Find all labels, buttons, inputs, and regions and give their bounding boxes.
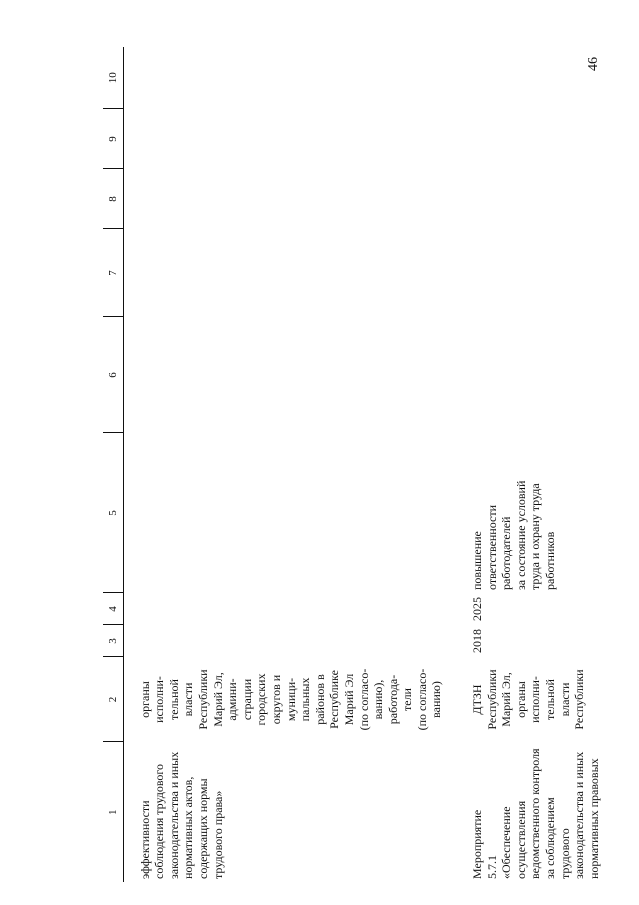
text-line: ванию) xyxy=(429,681,444,718)
measure-description-cell xyxy=(446,742,603,882)
text-line: (по согласо- xyxy=(414,668,429,731)
text-line: работодателей xyxy=(499,516,514,590)
page-number: 46 xyxy=(586,57,601,71)
text-line: округов и xyxy=(268,674,283,725)
executor-cell xyxy=(123,657,446,742)
text-line: соблюдения трудового xyxy=(152,763,167,879)
text-line: повышение xyxy=(470,531,485,590)
text-line: пальных xyxy=(298,677,313,722)
empty-cell xyxy=(446,229,603,317)
header-cell: 2 xyxy=(103,657,123,742)
text-line: Марий Эл, xyxy=(499,672,514,727)
text-line: ответственности xyxy=(484,504,499,590)
text-line: Республике xyxy=(327,670,342,729)
header-cell: 3 xyxy=(103,625,123,657)
text-line: ДТЗН xyxy=(470,684,485,715)
empty-cell xyxy=(446,317,603,433)
header-cell: 8 xyxy=(103,169,123,229)
table-row xyxy=(123,47,446,882)
table-header-row xyxy=(103,47,123,882)
text-line: тельной xyxy=(166,679,181,720)
text-line: работода- xyxy=(385,674,400,725)
text-line: исполни- xyxy=(528,676,543,723)
text-line: админи- xyxy=(225,678,240,721)
text-line: эффективности xyxy=(137,800,152,879)
text-line: органы xyxy=(513,681,528,718)
text-line: органы xyxy=(137,681,152,718)
text-line: власти xyxy=(557,682,572,717)
start-year-cell xyxy=(123,625,446,657)
text-line: труда и охрану труда xyxy=(528,483,543,590)
empty-cell xyxy=(123,47,446,109)
measure-number: 5.7.1 xyxy=(484,855,499,879)
text-line: законодательства и иных xyxy=(166,751,181,879)
table-row xyxy=(446,47,603,882)
header-cell: 7 xyxy=(103,229,123,317)
text-line: тели xyxy=(400,688,415,711)
text-line: нормативных правовых xyxy=(586,758,601,879)
document-table xyxy=(103,47,603,882)
text-line: страции xyxy=(239,678,254,721)
empty-cell xyxy=(446,169,603,229)
header-cell: 1 xyxy=(103,742,123,882)
text-line: Республики xyxy=(484,669,499,730)
text-line: Республики xyxy=(195,669,210,730)
text-line: трудового xyxy=(557,828,572,879)
empty-cell xyxy=(123,229,446,317)
empty-cell xyxy=(446,47,603,109)
header-cell: 10 xyxy=(103,47,123,109)
header-cell: 6 xyxy=(103,317,123,433)
measure-heading xyxy=(470,745,499,879)
text-line: нормативных актов, xyxy=(181,776,196,879)
text-line: власти xyxy=(181,682,196,717)
text-line: исполни- xyxy=(152,676,167,723)
text-line: Республики xyxy=(572,669,587,730)
empty-cell xyxy=(123,109,446,169)
header-cell: 5 xyxy=(103,433,123,593)
header-cell: 9 xyxy=(103,109,123,169)
measure-description-cell xyxy=(123,742,446,882)
text-line: осуществления xyxy=(513,800,528,879)
text-line: «Обеспечение xyxy=(499,806,514,879)
text-line: трудового права» xyxy=(210,790,225,879)
text-line: (по согласо- xyxy=(356,668,371,731)
text-line: Марий Эл xyxy=(341,673,356,726)
empty-cell xyxy=(446,109,603,169)
text-line: Марий Эл, xyxy=(210,672,225,727)
text-line: за соблюдением xyxy=(543,797,558,879)
header-cell: 4 xyxy=(103,593,123,625)
end-year-cell xyxy=(123,593,446,625)
expected-result-cell xyxy=(446,433,603,593)
measure-title: Мероприятие xyxy=(470,809,485,879)
start-year-cell: 2018 xyxy=(470,629,485,653)
text-line: ванию), xyxy=(371,679,386,720)
text-line: содержащих нормы xyxy=(195,778,210,879)
text-line: ведомственного контроля xyxy=(528,748,543,879)
text-line: городских xyxy=(254,673,269,726)
empty-cell xyxy=(123,169,446,229)
text-line: муници- xyxy=(283,677,298,722)
text-line: за состояние условий xyxy=(513,480,528,590)
text-line: работников xyxy=(543,531,558,590)
text-line: тельной xyxy=(543,679,558,720)
executor-cell xyxy=(446,657,603,742)
text-line: районов в xyxy=(312,674,327,725)
expected-result-cell xyxy=(123,433,446,593)
empty-cell xyxy=(123,317,446,433)
text-line: законодательства и иных xyxy=(572,751,587,879)
end-year-cell: 2025 xyxy=(470,597,485,621)
